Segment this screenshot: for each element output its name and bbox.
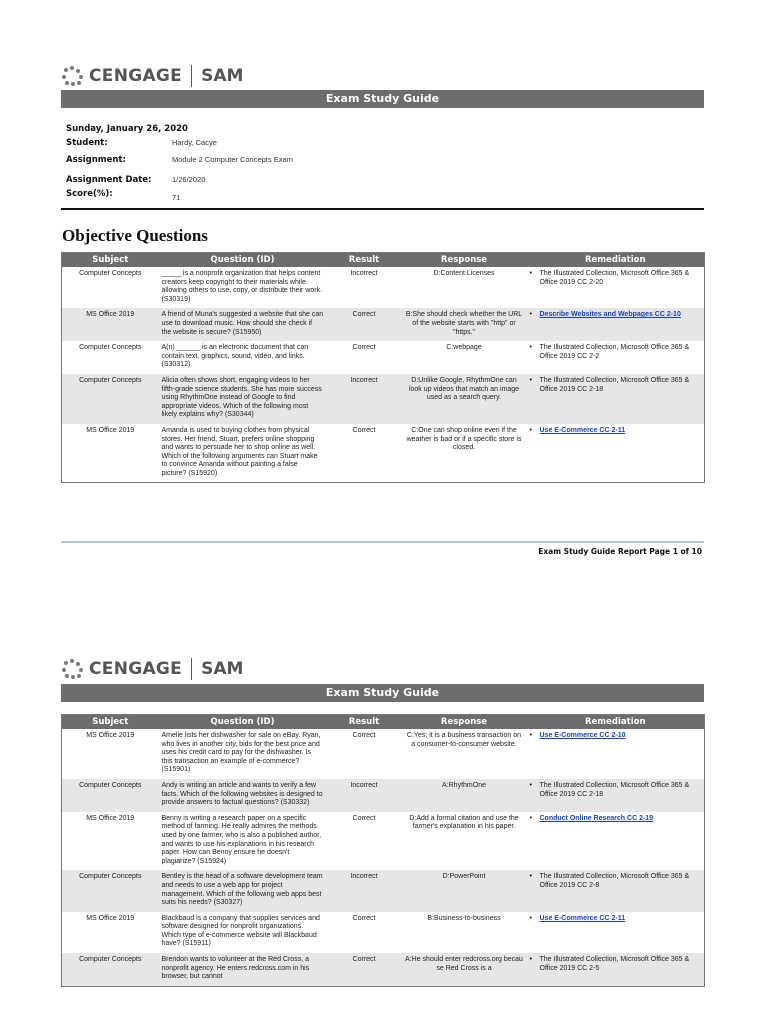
bullet-icon: •: [529, 873, 532, 881]
column-header-remediation: Remediation: [527, 715, 705, 730]
result-cell: Correct: [352, 732, 376, 739]
table-row: [62, 912, 705, 953]
remediation-cell: [527, 953, 705, 986]
remediation-link[interactable]: Use E-Commerce CC 2-11: [539, 914, 626, 922]
subject-cell: MS Office 2019: [62, 308, 159, 341]
table-body: [62, 267, 705, 483]
table-body: [62, 729, 705, 986]
column-header-response: Response: [402, 715, 527, 730]
question-cell: Amelie lists her dishwasher for sale on eBay. Ryan, who lives in another city, bids for the best price and uses his credit card to pay for the dishwasher. Is this transaction an example of e-commerce? (S15901): [161, 732, 321, 774]
cengage-dots-icon: [62, 66, 86, 86]
remediation-text: The Illustrated Collection, Microsoft Office 365 & Office 2019 CC 2-20: [539, 270, 690, 286]
remediation-cell: [527, 779, 705, 812]
footer-rule: [61, 541, 704, 543]
column-header-question: Question (ID): [159, 253, 327, 268]
score-label: Score(%):: [66, 189, 113, 199]
remediation-link[interactable]: Conduct Online Research CC 2-19: [539, 814, 654, 822]
report-page-2: [0, 580, 768, 1024]
section-title: Objective Questions: [62, 226, 208, 245]
result-cell: Incorrect: [327, 374, 402, 424]
remediation-cell: [527, 267, 705, 308]
assignment-date-label: Assignment Date:: [66, 175, 152, 185]
question-cell: Andy is writing an article and wants to verify a few facts. Which of the following websites is designed to provide answers to factual questions? (S30332): [159, 779, 327, 812]
response-cell: A:He should enter redcross.org becau se Red Cross is a: [402, 953, 527, 986]
exam-study-guide-banner: Exam Study Guide: [61, 90, 704, 108]
remediation-cell: [527, 729, 705, 779]
subject-cell: MS Office 2019: [86, 732, 135, 739]
result-cell: Incorrect: [327, 779, 402, 812]
question-cell: Benny is writing a research paper on a specific method of farming. He really admires the methods used by one farmer, who is also a published author, and wants to use his explanations in his research paper. How can Benny ensure he doesn't plagiarize? (S15924): [161, 814, 322, 865]
table-row: [62, 779, 705, 812]
questions-table: [61, 252, 705, 483]
question-cell: Amanda is used to buying clothes from physical stores. Her friend, Stuart, prefers online shopping and wants to persuade her to shop online as well. Which of the following arguments can Stuart make to convince Amanda without painting a false picture? (S15920): [161, 426, 318, 477]
remediation-text: The Illustrated Collection, Microsoft Office 365 & Office 2019 CC 2-5: [539, 956, 690, 972]
remediation-cell: [527, 870, 705, 911]
result-cell: Correct: [327, 953, 402, 986]
column-header-subject: Subject: [62, 715, 159, 730]
response-cell: B:She should check whether the URL of the website starts with "http" or "https.": [402, 308, 527, 341]
remediation-cell: [527, 341, 705, 374]
remediation-link[interactable]: Use E-Commerce CC 2-11: [539, 426, 626, 434]
question-cell: _____ is a nonprofit organization that helps content creators keep copyright to their materials while allowing others to use, copy, or distribute their work. (S30319): [161, 270, 323, 303]
result-cell: Incorrect: [327, 870, 402, 911]
table-row: [62, 953, 705, 986]
product-name: SAM: [201, 66, 244, 86]
questions-table: [61, 714, 705, 987]
table-row: [62, 341, 705, 374]
remediation-text: The Illustrated Collection, Microsoft Office 365 & Office 2019 CC 2-18: [539, 781, 690, 798]
remediation-cell: [527, 812, 705, 871]
response-cell: C:One can shop online even if the weather is bad or if a specific store is closed.: [406, 426, 522, 452]
bullet-icon: •: [529, 376, 532, 384]
table-row: [62, 424, 705, 483]
response-cell: D:Add a formal citation and use the farmer's explanation in his paper.: [409, 814, 519, 831]
cengage-sam-logo: [62, 65, 243, 87]
subject-cell: Computer Concepts: [62, 953, 159, 986]
column-header-result: Result: [327, 253, 402, 268]
question-cell: Alicia often shows short, engaging videos to her fifth-grade science students. She has more success using RhythmOne instead of Google to find appropriate videos. Which of the following most likely explains why? (S30344): [159, 374, 327, 424]
bullet-icon: •: [529, 814, 532, 822]
remediation-cell: [527, 424, 705, 483]
subject-cell: MS Office 2019: [86, 914, 135, 922]
column-header-response: Response: [402, 253, 527, 268]
subject-cell: MS Office 2019: [86, 426, 135, 434]
subject-cell: Computer Concepts: [62, 779, 159, 812]
question-cell: Blackbaud is a company that supplies services and software designed for nonprofit organizations. Which type of e-commerce website will Blackbaud have? (S15911): [161, 914, 320, 948]
assignment-value: Module 2 Computer Concepts Exam: [172, 155, 293, 164]
remediation-text: The Illustrated Collection, Microsoft Office 365 & Office 2019 CC 2-2: [539, 344, 690, 360]
response-cell: C:webpage: [446, 344, 482, 352]
response-cell: A:RhythmOne: [402, 779, 527, 812]
table-row: [62, 374, 705, 424]
remediation-cell: [527, 912, 705, 953]
bullet-icon: •: [529, 311, 532, 319]
table-row: [62, 267, 705, 308]
bullet-icon: •: [529, 270, 532, 277]
bullet-icon: •: [529, 781, 532, 789]
remediation-link[interactable]: Use E-Commerce CC 2-10: [539, 732, 626, 739]
result-cell: Correct: [352, 426, 376, 434]
cengage-sam-logo: [62, 658, 243, 680]
column-header-result: Result: [327, 715, 402, 730]
result-cell: Correct: [352, 814, 376, 822]
logo-divider: [191, 658, 192, 680]
bullet-icon: •: [529, 732, 532, 739]
question-cell: A(n) ______ is an electronic document that can contain text, graphics, sound, video, and links. (S30312): [161, 344, 309, 369]
subject-cell: Computer Concepts: [79, 270, 142, 277]
remediation-link[interactable]: Describe Websites and Webpages CC 2-10: [539, 311, 681, 319]
report-page-1: CENGAGE SAM Exam Study Guide Sunday, January 26, 2020 Student: Hardy, Cacye Assignment: Module 2 Computer Concepts Exam Assignment Date: 1/26/2020 Score(%): 71 Objective Questions Subject Question (ID) Result Response Remediation Computer Concepts _____ is a nonprofit organization that helps content creators keep copyright to their materials while allowing others to use, copy, or distribute their work. (S30319) Incorrect D:Content Licenses • The Illustrated Collection, Microsoft Office 365 & Office 2019 CC 2-20 MS Office 2019 A friend of Muna's suggested a website that she can use to download music. How should she check if the website is secure? (S15950) Correct B:She should check whether the URL of the website starts with "http" or "https." • Describe Websites and Webpages CC 2-10 Computer Concepts A(n) ______ is an electronic document that can contain text, graphics, sound, video, and links. (S30312) Correct C:webpage • The Illustrated Collection, Microsoft Office 365 & Office 2019 CC 2-2 Computer Concepts Alicia often shows short, engaging videos to her fifth-grade science students. She has more success using RhythmOne instead of Google to find appropriate videos. Which of the following most likely explains why? (S30344) Incorrect D:Unlike Google, RhythmOne can look up videos that match an image used as a search query. • The Illustrated Collection, Microsoft Office 365 & Office 2019 CC 2-18 MS Office 2019 Amanda is used to buying clothes from physical stores. Her friend, Stuart, prefers online shopping and wants to persuade her to shop online as well. Which of the following arguments can Stuart make to convince Amanda without painting a false picture? (S15920) Correct C:One can shop online even if the weather is bad or if a specific store is closed. • Use E-Commerce CC 2-11 Exam Study Guide Report Page 1 of 10: [0, 0, 768, 580]
response-cell: B:Business-to-business: [427, 914, 501, 922]
brand-name: CENGAGE: [89, 66, 183, 86]
table-header-row: [62, 715, 705, 730]
bullet-icon: •: [529, 914, 532, 922]
bullet-icon: •: [529, 344, 532, 352]
subject-cell: Computer Concepts: [62, 870, 159, 911]
table-row: [62, 729, 705, 779]
subject-cell: Computer Concepts: [62, 374, 159, 424]
column-header-remediation: Remediation: [527, 253, 705, 268]
subject-cell: Computer Concepts: [79, 344, 142, 352]
table-row: [62, 870, 705, 911]
logo-divider: [191, 65, 192, 87]
result-cell: Correct: [352, 344, 376, 352]
response-cell: D:Content Licenses: [433, 270, 495, 277]
score-value: 71: [172, 193, 181, 202]
assignment-label: Assignment:: [66, 155, 126, 165]
response-cell: C:Yes; it is a business transaction on a consumer-to-consumer website.: [406, 732, 522, 748]
question-cell: A friend of Muna's suggested a website that she can use to download music. How should she check if the website is secure? (S15950): [159, 308, 327, 341]
header-rule: [61, 208, 704, 210]
bullet-icon: •: [529, 426, 532, 434]
table-row: [62, 308, 705, 341]
remediation-cell: [527, 308, 705, 341]
column-header-subject: Subject: [62, 253, 159, 268]
table-row: [62, 812, 705, 871]
result-cell: Correct: [327, 308, 402, 341]
student-label: Student:: [66, 138, 108, 148]
assignment-date-value: 1/26/2020: [172, 175, 206, 184]
page-footer: Exam Study Guide Report Page 1 of 10: [538, 547, 702, 556]
cengage-dots-icon: [62, 659, 86, 679]
column-header-question: Question (ID): [159, 715, 327, 730]
bullet-icon: •: [529, 956, 532, 964]
response-cell: D:Unlike Google, RhythmOne can look up videos that match an image used as a search query.: [402, 374, 527, 424]
subject-cell: MS Office 2019: [86, 814, 135, 822]
remediation-text: The Illustrated Collection, Microsoft Office 365 & Office 2019 CC 2-18: [539, 376, 690, 393]
product-name: SAM: [201, 659, 244, 679]
response-cell: D:PowerPoint: [402, 870, 527, 911]
student-value: Hardy, Cacye: [172, 138, 217, 147]
result-cell: Correct: [352, 914, 376, 922]
remediation-cell: [527, 374, 705, 424]
question-cell: Bentley is the head of a software development team and needs to use a web app for project management. Which of the following web apps best suits his needs? (S30327): [159, 870, 327, 911]
exam-study-guide-banner: Exam Study Guide: [61, 684, 704, 702]
table-header-row: [62, 253, 705, 268]
question-cell: Brendon wants to volunteer at the Red Cross, a nonprofit agency. He enters redcross.com in his browser, but cannot: [159, 953, 327, 986]
brand-name: CENGAGE: [89, 659, 183, 679]
result-cell: Incorrect: [350, 270, 378, 277]
remediation-text: The Illustrated Collection, Microsoft Office 365 & Office 2019 CC 2-8: [539, 873, 690, 889]
